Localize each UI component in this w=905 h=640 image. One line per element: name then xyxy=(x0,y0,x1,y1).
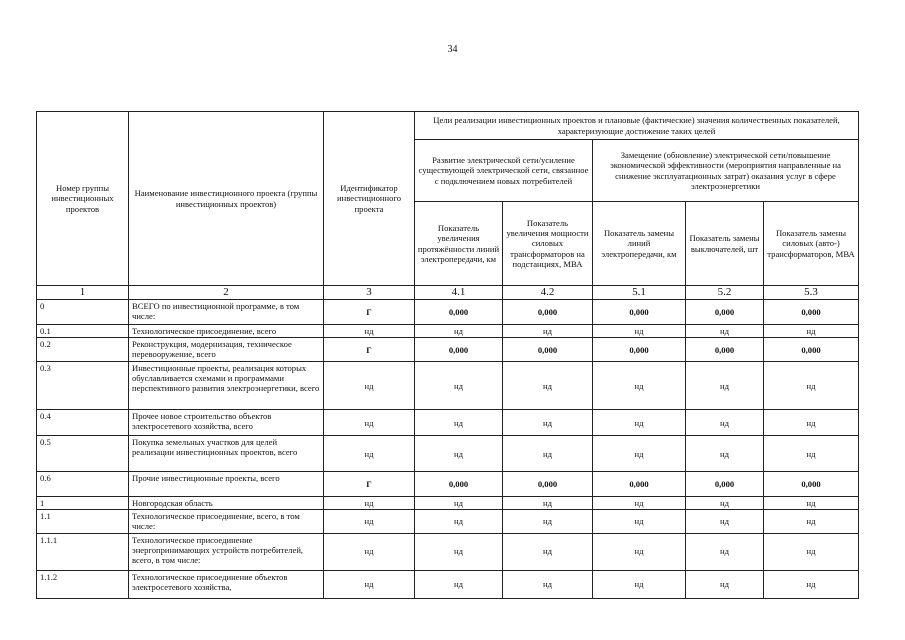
row-identifier: нд xyxy=(324,325,415,338)
column-number: 4.2 xyxy=(503,286,593,300)
column-number: 3 xyxy=(324,286,415,300)
row-value: нд xyxy=(593,533,686,570)
row-code: 1.1 xyxy=(37,510,129,533)
row-value: нд xyxy=(593,325,686,338)
row-value: 0,000 xyxy=(764,472,859,497)
row-value: нд xyxy=(503,325,593,338)
row-name: Покупка земельных участков для целей реализации инвестиционных проектов, всего xyxy=(129,436,324,472)
column-numbers-row xyxy=(37,286,859,300)
table-row xyxy=(37,510,859,533)
header-indicator-5-1: Показатель замены линий электропередачи, км xyxy=(593,202,686,286)
header-indicator-4-2: Показатель увеличения мощности силовых трансформаторов на подстанциях, МВА xyxy=(503,202,593,286)
row-value: нд xyxy=(764,510,859,533)
row-value: нд xyxy=(686,570,764,598)
row-name: Инвестиционные проекты, реализация которых обуславливается схемами и программами перспективного развития электроэнергетики, всего xyxy=(129,362,324,410)
row-value: нд xyxy=(764,410,859,436)
header-development: Развитие электрической сети/усиление существующей электрической сети, связанное с подключением новых потребителей xyxy=(415,140,593,202)
row-value: нд xyxy=(686,410,764,436)
header-project-name: Наименование инвестиционного проекта (группы инвестиционных проектов) xyxy=(129,112,324,286)
row-value: 0,000 xyxy=(415,472,503,497)
row-name: Технологическое присоединение, всего, в том числе: xyxy=(129,510,324,533)
row-value: нд xyxy=(764,570,859,598)
row-code: 0.6 xyxy=(37,472,129,497)
row-value: 0,000 xyxy=(503,472,593,497)
row-name: Прочее новое строительство объектов электросетевого хозяйства, всего xyxy=(129,410,324,436)
row-name: ВСЕГО по инвестиционной программе, в том числе: xyxy=(129,300,324,325)
row-value: 0,000 xyxy=(503,338,593,362)
row-value: нд xyxy=(686,510,764,533)
row-value: нд xyxy=(593,570,686,598)
row-value: 0,000 xyxy=(415,300,503,325)
row-value: нд xyxy=(686,362,764,410)
row-value: нд xyxy=(503,510,593,533)
row-value: нд xyxy=(415,325,503,338)
row-value: 0,000 xyxy=(686,300,764,325)
header-indicator-5-2: Показатель замены выключателей, шт xyxy=(686,202,764,286)
row-value: 0,000 xyxy=(593,472,686,497)
table-row xyxy=(37,472,859,497)
row-value: 0,000 xyxy=(415,338,503,362)
row-code: 0 xyxy=(37,300,129,325)
row-value: нд xyxy=(503,362,593,410)
row-name: Реконструкция, модернизация, техническое перевооружение, всего xyxy=(129,338,324,362)
row-value: нд xyxy=(503,533,593,570)
row-value: нд xyxy=(415,436,503,472)
table-row xyxy=(37,362,859,410)
row-name: Технологическое присоединение объектов электросетевого хозяйства, xyxy=(129,570,324,598)
row-value: нд xyxy=(593,510,686,533)
row-value: нд xyxy=(503,570,593,598)
header-group-number: Номер группы инвестиционных проектов xyxy=(37,112,129,286)
row-value: нд xyxy=(503,410,593,436)
row-code: 0.2 xyxy=(37,338,129,362)
row-identifier: нд xyxy=(324,510,415,533)
page-number: 34 xyxy=(447,44,458,55)
row-value: нд xyxy=(415,497,503,510)
header-goals: Цели реализации инвестиционных проектов и плановые (фактические) значения количественных показателей, характеризующие достижение таких целей xyxy=(415,112,859,140)
header-row-1 xyxy=(37,112,859,140)
row-value: нд xyxy=(415,510,503,533)
table-row xyxy=(37,436,859,472)
table-row xyxy=(37,300,859,325)
row-identifier: Г xyxy=(324,472,415,497)
row-value: нд xyxy=(764,325,859,338)
row-code: 0.1 xyxy=(37,325,129,338)
table-row xyxy=(37,497,859,510)
header-replacement: Замещение (обновление) электрической сети/повышение экономической эффективности (мероприятия направленные на снижение эксплуатационных затрат) оказания услуг в сфере электроэнергетики xyxy=(593,140,859,202)
row-value: нд xyxy=(593,497,686,510)
table-row xyxy=(37,533,859,570)
row-identifier: нд xyxy=(324,436,415,472)
row-value: нд xyxy=(764,533,859,570)
row-value: 0,000 xyxy=(686,338,764,362)
row-value: нд xyxy=(686,533,764,570)
row-value: 0,000 xyxy=(503,300,593,325)
row-identifier: нд xyxy=(324,362,415,410)
row-value: нд xyxy=(593,410,686,436)
row-name: Новгородская область xyxy=(129,497,324,510)
row-name: Технологическое присоединение, всего xyxy=(129,325,324,338)
table-row xyxy=(37,570,859,598)
row-code: 0.4 xyxy=(37,410,129,436)
row-value: нд xyxy=(686,325,764,338)
row-code: 1 xyxy=(37,497,129,510)
row-identifier: нд xyxy=(324,410,415,436)
row-value: нд xyxy=(764,497,859,510)
row-value: 0,000 xyxy=(764,300,859,325)
row-value: нд xyxy=(593,436,686,472)
investment-program-table xyxy=(36,111,859,599)
header-project-id: Идентификатор инвестиционного проекта xyxy=(324,112,415,286)
table-row xyxy=(37,325,859,338)
row-name: Прочие инвестиционные проекты, всего xyxy=(129,472,324,497)
column-number: 5.2 xyxy=(686,286,764,300)
row-value: нд xyxy=(503,497,593,510)
row-code: 0.5 xyxy=(37,436,129,472)
row-code: 1.1.1 xyxy=(37,533,129,570)
row-value: нд xyxy=(764,436,859,472)
row-value: нд xyxy=(415,533,503,570)
row-value: нд xyxy=(415,410,503,436)
row-code: 0.3 xyxy=(37,362,129,410)
row-identifier: Г xyxy=(324,300,415,325)
row-value: нд xyxy=(415,570,503,598)
column-number: 1 xyxy=(37,286,129,300)
row-value: нд xyxy=(415,362,503,410)
row-value: нд xyxy=(686,436,764,472)
row-value: нд xyxy=(686,497,764,510)
row-identifier: нд xyxy=(324,497,415,510)
row-identifier: Г xyxy=(324,338,415,362)
row-value: 0,000 xyxy=(593,338,686,362)
row-value: нд xyxy=(764,362,859,410)
column-number: 2 xyxy=(129,286,324,300)
table-row xyxy=(37,338,859,362)
table-row xyxy=(37,410,859,436)
column-number: 5.3 xyxy=(764,286,859,300)
row-identifier: нд xyxy=(324,570,415,598)
column-number: 5.1 xyxy=(593,286,686,300)
row-value: 0,000 xyxy=(593,300,686,325)
row-name: Технологическое присоединение энергопринимающих устройств потребителей, всего, в том числе: xyxy=(129,533,324,570)
row-identifier: нд xyxy=(324,533,415,570)
row-value: нд xyxy=(503,436,593,472)
row-value: 0,000 xyxy=(764,338,859,362)
column-number: 4.1 xyxy=(415,286,503,300)
row-value: 0,000 xyxy=(686,472,764,497)
header-indicator-4-1: Показатель увеличения протяжённости линий электропередачи, км xyxy=(415,202,503,286)
header-indicator-5-3: Показатель замены силовых (авто-) трансформаторов, МВА xyxy=(764,202,859,286)
row-value: нд xyxy=(593,362,686,410)
row-code: 1.1.2 xyxy=(37,570,129,598)
